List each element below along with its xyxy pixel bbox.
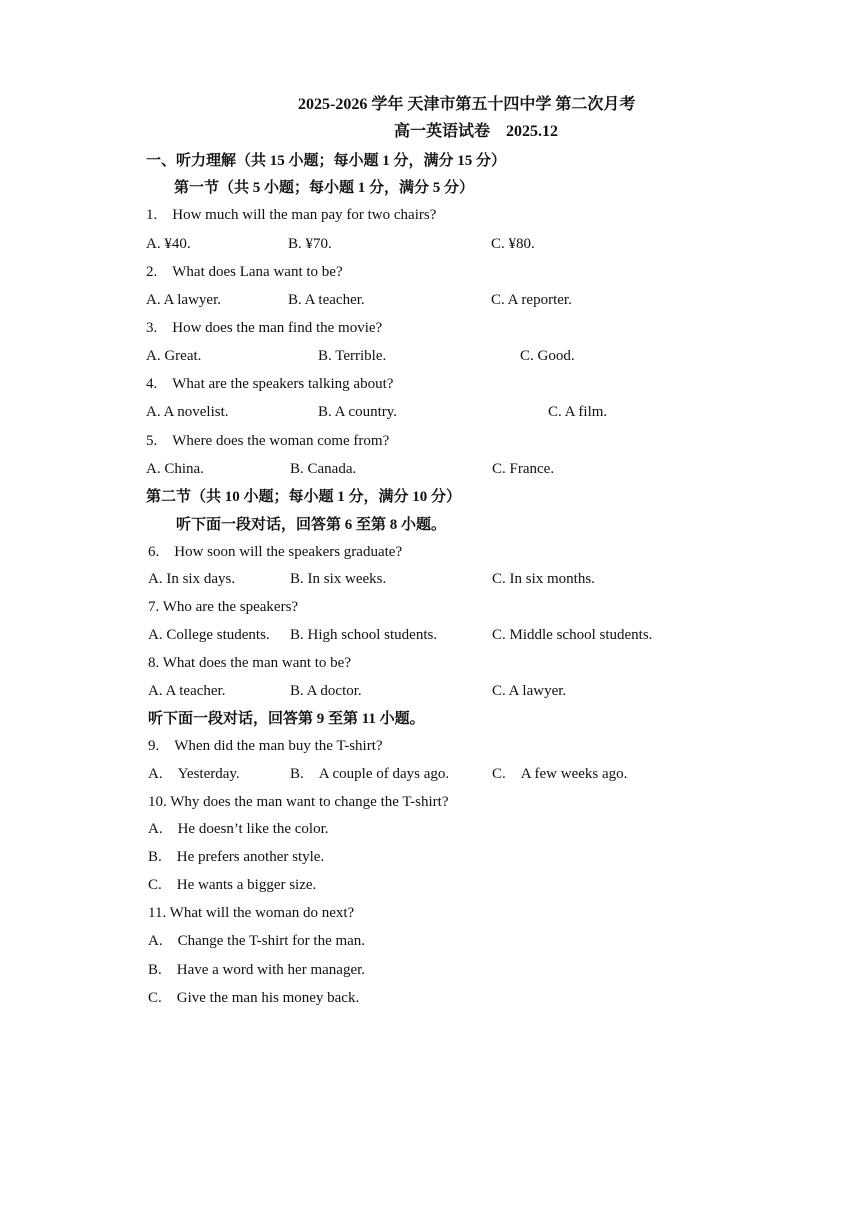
question-7-option-b: B. High school students. xyxy=(290,627,438,643)
question-10-option-b: B. He prefers another style. xyxy=(148,849,325,865)
question-1-option-a: A. ¥40. xyxy=(146,236,191,252)
question-5-option-b: B. Canada. xyxy=(290,461,357,477)
question-3-option-c: C. Good. xyxy=(520,348,575,364)
dialog1-heading: 听下面一段对话，回答第 6 至第 8 小题。 xyxy=(176,517,447,533)
dialog2-heading: 听下面一段对话，回答第 9 至第 11 小题。 xyxy=(148,711,425,727)
question-4-option-c: C. A film. xyxy=(548,404,608,420)
question-11-option-a: A. Change the T-shirt for the man. xyxy=(148,933,366,949)
question-8-stem: 8. What does the man want to be? xyxy=(148,655,351,671)
question-1-option-b: B. ¥70. xyxy=(288,236,332,252)
question-6-stem: 6. How soon will the speakers graduate? xyxy=(148,544,403,560)
question-7-option-a: A. College students. xyxy=(148,627,270,643)
question-3-option-b: B. Terrible. xyxy=(318,348,387,364)
question-11-option-b: B. Have a word with her manager. xyxy=(148,962,366,978)
question-4-option-b: B. A country. xyxy=(318,404,398,420)
question-7-stem: 7. Who are the speakers? xyxy=(148,599,299,615)
question-2-option-c: C. A reporter. xyxy=(491,292,572,308)
question-9-stem: 9. When did the man buy the T-shirt? xyxy=(148,738,383,754)
question-10-option-c: C. He wants a bigger size. xyxy=(148,877,317,893)
question-1-option-c: C. ¥80. xyxy=(491,236,535,252)
question-11-option-c: C. Give the man his money back. xyxy=(148,990,360,1006)
part1-heading: 一、听力理解（共 15 小题；每小题 1 分，满分 15 分） xyxy=(146,153,507,169)
question-2-option-b: B. A teacher. xyxy=(288,292,365,308)
section2-heading: 第二节（共 10 小题；每小题 1 分，满分 10 分） xyxy=(146,489,462,505)
question-1-stem: 1. How much will the man pay for two chairs? xyxy=(146,207,437,223)
question-5-option-a: A. China. xyxy=(146,461,204,477)
question-9-option-b: B. A couple of days ago. xyxy=(290,766,450,782)
question-6-option-c: C. In six months. xyxy=(492,571,595,587)
question-3-stem: 3. How does the man find the movie? xyxy=(146,320,383,336)
question-2-option-a: A. A lawyer. xyxy=(146,292,221,308)
question-8-option-b: B. A doctor. xyxy=(290,683,362,699)
question-4-option-a: A. A novelist. xyxy=(146,404,229,420)
question-10-stem: 10. Why does the man want to change the T-shirt? xyxy=(148,794,449,810)
question-9-option-a: A. Yesterday. xyxy=(148,766,240,782)
question-6-option-b: B. In six weeks. xyxy=(290,571,387,587)
question-6-option-a: A. In six days. xyxy=(148,571,236,587)
question-10-option-a: A. He doesn’t like the color. xyxy=(148,821,329,837)
question-4-stem: 4. What are the speakers talking about? xyxy=(146,376,394,392)
exam-title-line1: 2025-2026 学年 天津市第五十四中学 第二次月考 xyxy=(298,96,636,113)
question-8-option-c: C. A lawyer. xyxy=(492,683,567,699)
question-2-stem: 2. What does Lana want to be? xyxy=(146,264,343,280)
question-5-option-c: C. France. xyxy=(492,461,555,477)
question-7-option-c: C. Middle school students. xyxy=(492,627,653,643)
question-3-option-a: A. Great. xyxy=(146,348,202,364)
question-8-option-a: A. A teacher. xyxy=(148,683,226,699)
section1-heading: 第一节（共 5 小题；每小题 1 分，满分 5 分） xyxy=(174,180,475,196)
question-5-stem: 5. Where does the woman come from? xyxy=(146,433,390,449)
exam-title-line2: 高一英语试卷 2025.12 xyxy=(394,123,559,140)
question-9-option-c: C. A few weeks ago. xyxy=(492,766,628,782)
question-11-stem: 11. What will the woman do next? xyxy=(148,905,355,921)
